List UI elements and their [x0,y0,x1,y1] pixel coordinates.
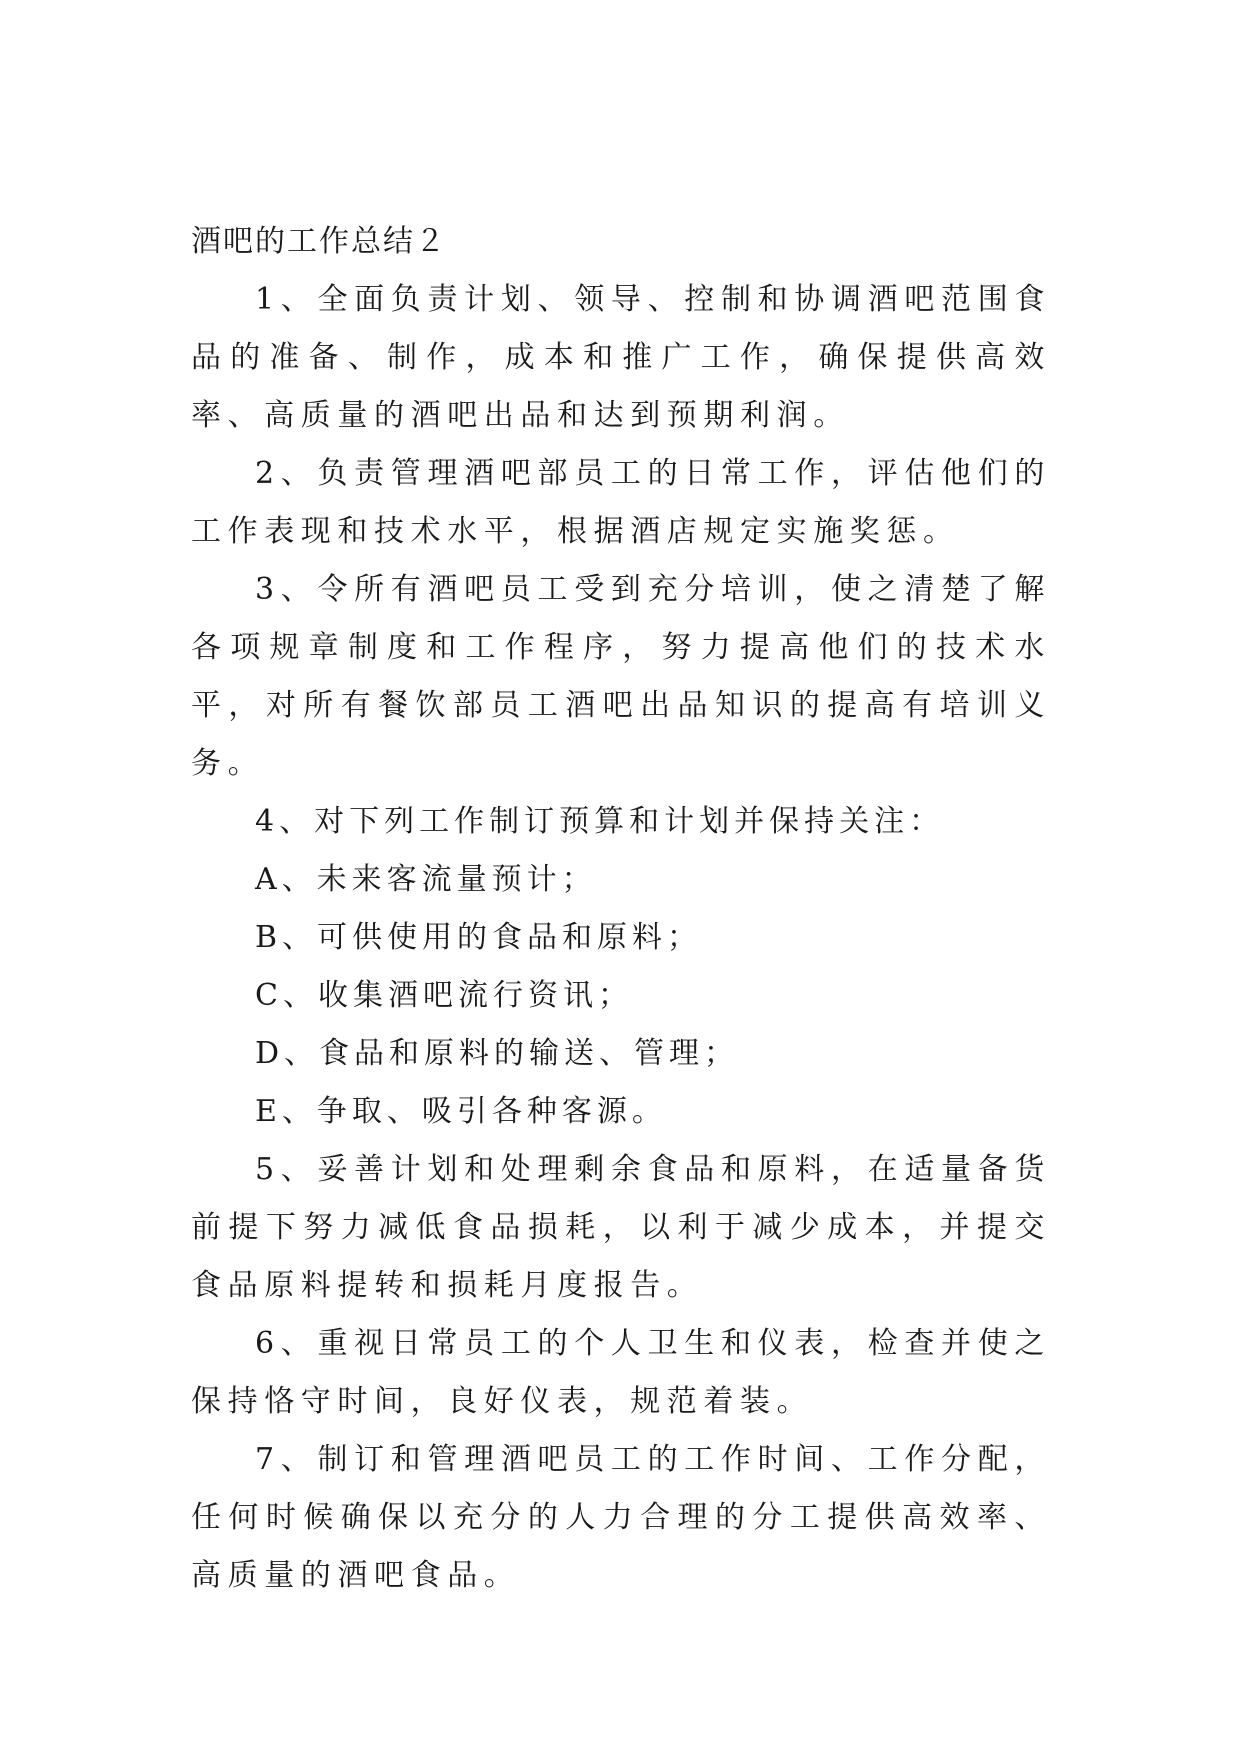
list-item-c: C、收集酒吧流行资讯； [255,978,633,1013]
paragraph-2: 2、负责管理酒吧部员工的日常工作，评估他们的工作表现和技术水平，根据酒店规定实施奖惩。 [191,456,1051,549]
paragraph-5: 5、妥善计划和处理剩余食品和原料，在适量备货前提下努力减低食品损耗，以利于减少成本，并提交食品原料提转和损耗月度报告。 [191,1152,1051,1303]
paragraph-6: 6、重视日常员工的个人卫生和仪表，检查并使之保持恪守时间，良好仪表，规范着装。 [191,1326,1051,1419]
list-item-e: E、争取、吸引各种客源。 [255,1094,667,1129]
document-title: 酒吧的工作总结２ [191,224,447,259]
list-item-d: D、食品和原料的输送、管理； [255,1036,740,1071]
paragraph-4: 4、对下列工作制订预算和计划并保持关注： [255,804,945,839]
list-item-b: B、可供使用的食品和原料； [255,920,703,955]
paragraph-7: 7、制订和管理酒吧员工的工作时间、工作分配，任何时候确保以充分的人力合理的分工提供高效率、高质量的酒吧食品。 [191,1442,1051,1593]
paragraph-3: 3、令所有酒吧员工受到充分培训，使之清楚了解各项规章制度和工作程序，努力提高他们的技术水平，对所有餐饮部员工酒吧出品知识的提高有培训义务。 [191,572,1051,781]
document-page [191,213,1051,1605]
list-item-a: A、未来客流量预计； [255,862,597,897]
paragraph-1: 1、全面负责计划、领导、控制和协调酒吧范围食品的准备、制作，成本和推广工作，确保提供高效率、高质量的酒吧出品和达到预期利润。 [191,282,1051,433]
